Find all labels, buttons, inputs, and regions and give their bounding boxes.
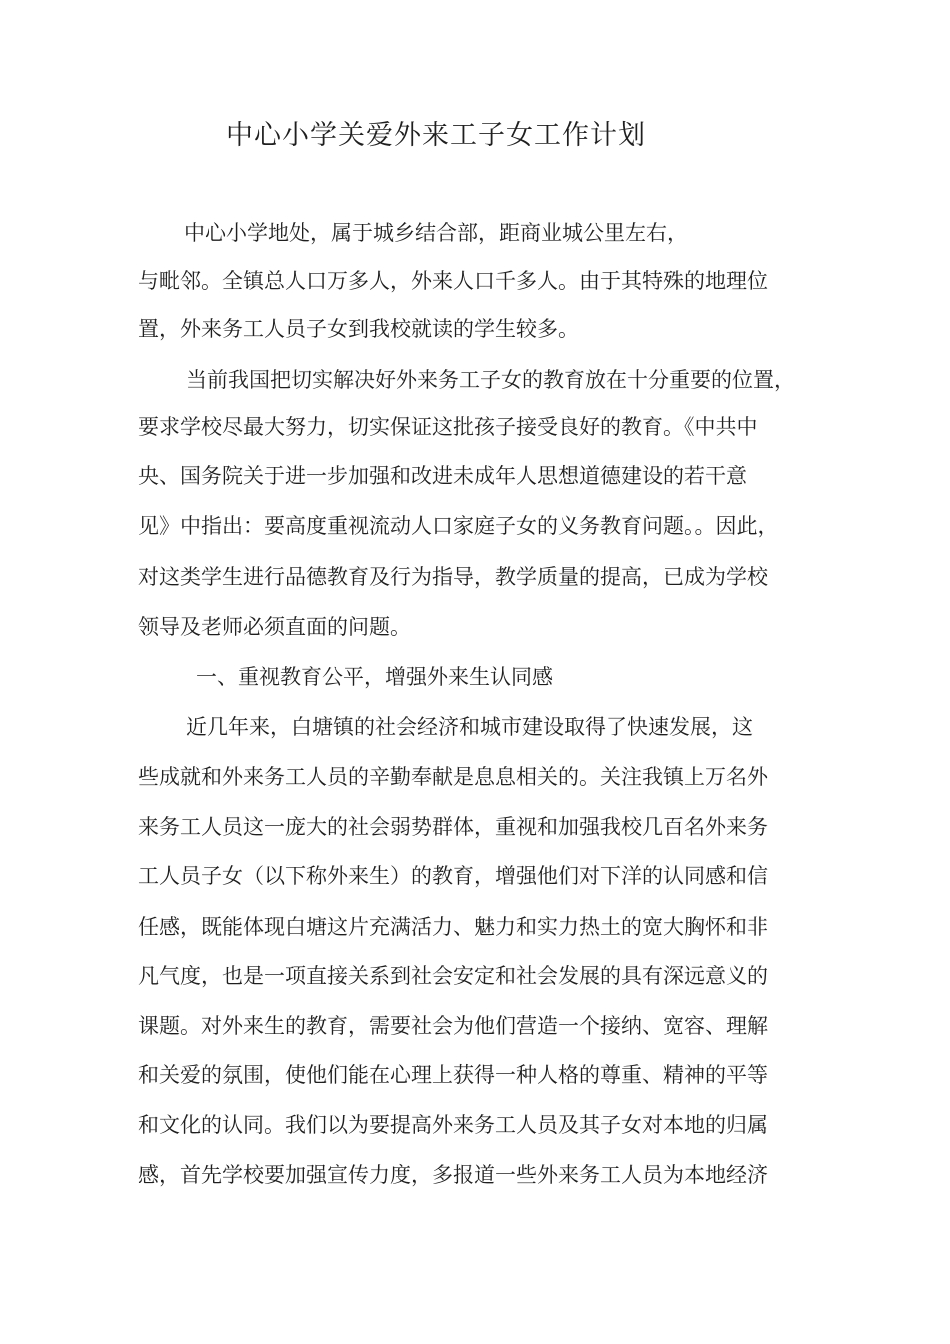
text-line: 感，首先学校要加强宣传力度，多报道一些外来务工人员为本地经济 <box>138 1163 768 1187</box>
text-line: 置，外来务工人员子女到我校就读的学生较多。 <box>138 317 579 341</box>
text-line: 来务工人员这一庞大的社会弱势群体，重视和加强我校几百名外来务 <box>138 815 768 839</box>
text-line: 当前我国把切实解决好外来务工子女的教育放在十分重要的位置， <box>186 368 795 392</box>
text-line: 与毗邻。全镇总人口万多人，外来人口千多人。由于其特殊的地理位 <box>138 269 768 293</box>
text-line: 央、国务院关于进一步加强和改进未成年人思想道德建设的若干意 <box>138 464 747 488</box>
text-line: 任感，既能体现白塘这片充满活力、魅力和实力热土的宽大胸怀和非 <box>138 915 768 939</box>
document-title: 中心小学关爱外来工子女工作计划 <box>226 120 646 151</box>
text-line: 凡气度，也是一项直接关系到社会安定和社会发展的具有深远意义的 <box>138 964 768 988</box>
section-heading: 一、重视教育公平，增强外来生认同感 <box>196 665 553 689</box>
text-line: 要求学校尽最大努力，切实保证这批孩子接受良好的教育。《中共中 <box>138 415 758 439</box>
text-line: 近几年来，白塘镇的社会经济和城市建设取得了快速发展，这 <box>186 715 753 739</box>
text-line: 课题。对外来生的教育，需要社会为他们营造一个接纳、宽容、理解 <box>138 1014 768 1038</box>
text-line: 见》中指出：要高度重视流动人口家庭子女的义务教育问题。。因此， <box>138 514 779 538</box>
text-line: 工人员子女（以下称外来生）的教育，增强他们对下洋的认同感和信 <box>138 864 768 888</box>
text-line: 领导及老师必须直面的问题。 <box>138 615 411 639</box>
text-line: 对这类学生进行品德教育及行为指导，教学质量的提高，已成为学校 <box>138 565 768 589</box>
text-line: 些成就和外来务工人员的辛勤奉献是息息相关的。关注我镇上万名外 <box>138 765 768 789</box>
text-line: 中心小学地处，属于城乡结合部，距商业城公里左右， <box>184 221 688 245</box>
text-line: 和文化的认同。我们以为要提高外来务工人员及其子女对本地的归属 <box>138 1113 768 1137</box>
text-line: 和关爱的氛围，使他们能在心理上获得一种人格的尊重、精神的平等 <box>138 1063 768 1087</box>
